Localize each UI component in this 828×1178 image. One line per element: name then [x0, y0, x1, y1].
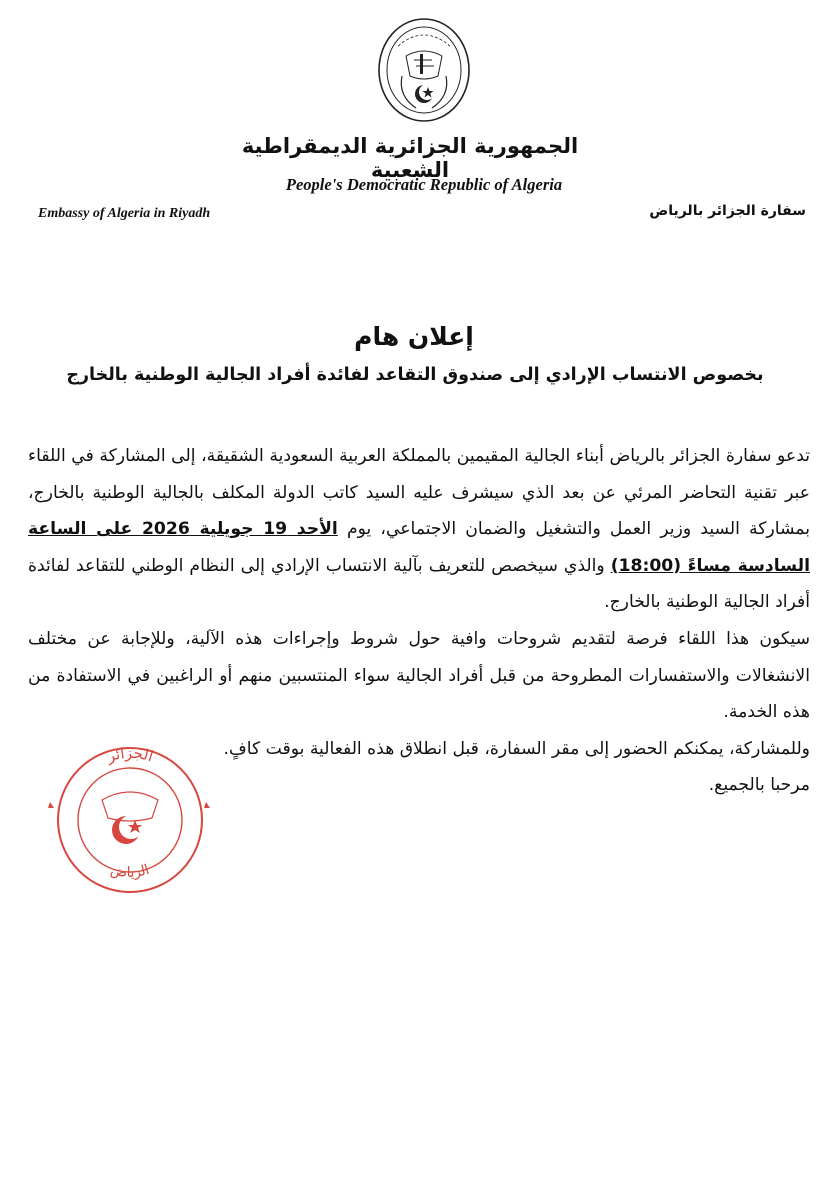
invitation-purpose: والذي سيخصص للتعريف بآلية الانتساب الإرادي إلى النظام الوطني للتقاعد لفائدة أفراد الجالية الوطنية بالخارج. — [28, 555, 810, 613]
stamp-text-bottom: الرياض — [108, 861, 152, 882]
algeria-emblem-icon — [376, 16, 472, 124]
svg-text:الرياض — [109, 862, 151, 881]
announcement-title: إعلان هام — [354, 322, 474, 351]
closing-line: مرحبا بالجميع. — [708, 775, 810, 796]
paragraph-attendance: وللمشاركة، يمكنكم الحضور إلى مقر السفارة، قبل انطلاق هذه الفعالية بوقت كافٍ. — [223, 738, 810, 759]
embassy-name-arabic: سفارة الجزائر بالرياض — [649, 203, 806, 219]
svg-text:الجزائر — [104, 744, 156, 766]
announcement-subject: بخصوص الانتساب الإرادي إلى صندوق التقاعد لفائدة أفراد الجالية الوطنية بالخارج — [66, 365, 764, 385]
paragraph-details: سيكون هذا اللقاء فرصة لتقديم شروحات وافية حول شروط وإجراءات هذه الآلية، وللإجابة عن مختلف الانشغالات والاستفسارات المطروحة من قبل أفراد الجالية سواء المنتسبين منهم أو الراغبين في الاستفادة من هذه الخدمة. — [28, 628, 810, 723]
event-date-time: الأحد 19 جويلية 2026 على الساعة السادسة مساءً (18:00) — [28, 519, 810, 576]
embassy-name-english: Embassy of Algeria in Riyadh — [38, 206, 211, 221]
state-name-arabic: الجمهورية الجزائرية الديمقراطية الشعبية — [241, 134, 579, 182]
paragraph-invitation — [28, 438, 810, 621]
invitation-intro: تدعو سفارة الجزائر بالرياض أبناء الجالية المقيمين بالمملكة العربية السعودية الشقيقة، إلى المشاركة في اللقاء عبر تقنية التحاضر المرئي عن بعد الذي سيشرف عليه السيد كاتب الدولة المكلف بالجالية الوطنية بالخارج، بمشاركة السيد وزير العمل والتشغيل والضمان الاجتماعي، يوم — [28, 446, 810, 540]
stamp-text-top: الجزائر — [104, 744, 156, 766]
embassy-stamp — [40, 744, 220, 896]
state-name-english: People's Democratic Republic of Algeria — [285, 175, 563, 194]
